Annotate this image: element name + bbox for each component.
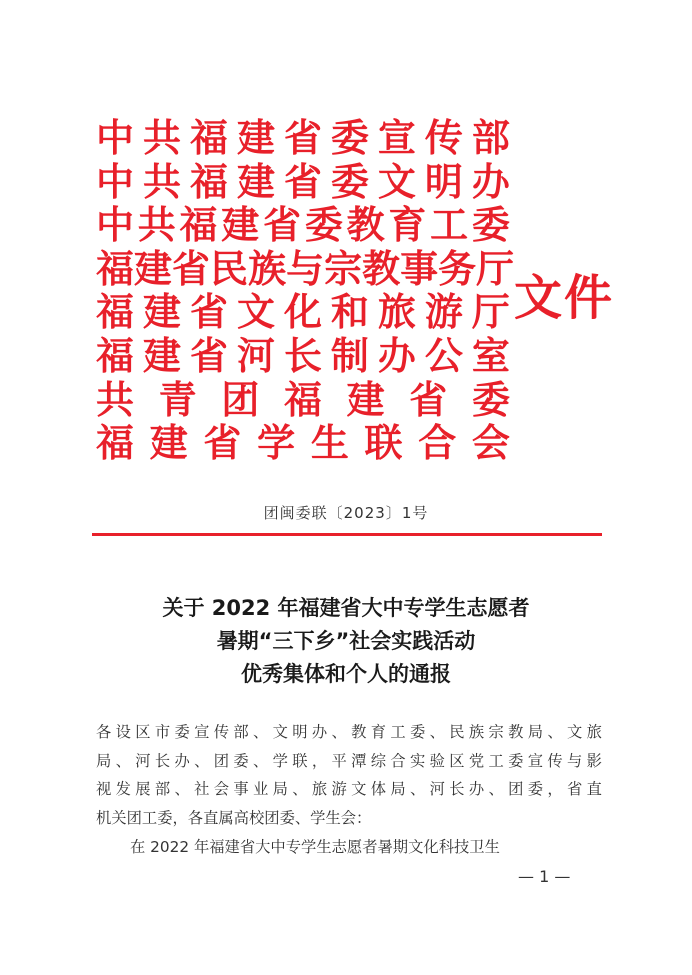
issuer-line	[96, 421, 510, 465]
glyph: 化	[283, 289, 322, 335]
glyph: 宣	[527, 751, 544, 770]
glyph: 委	[410, 723, 426, 741]
glyph: 建	[236, 115, 275, 160]
glyph: 、	[488, 780, 504, 799]
glyph: 局	[390, 780, 406, 799]
glyph: 文	[236, 289, 275, 335]
glyph: 展	[135, 780, 151, 799]
glyph: 宗	[324, 245, 363, 291]
glyph: 和	[330, 289, 369, 335]
glyph: 、	[429, 723, 445, 741]
glyph: 党	[468, 751, 485, 770]
glyph: 部	[154, 780, 171, 799]
glyph: 委	[330, 158, 369, 204]
body-line: 在 2022 年福建省大中专学生志愿者暑期文化科技卫生	[130, 837, 500, 856]
page-number: — 1 —	[518, 867, 571, 886]
issuer-line	[96, 116, 510, 160]
glyph: 省	[189, 332, 228, 378]
glyph: 厅	[471, 289, 510, 335]
glyph: 福	[96, 332, 135, 378]
glyph: 建	[142, 289, 181, 335]
glyph: 省	[567, 780, 583, 799]
glyph: 办	[468, 780, 485, 799]
body-line	[96, 747, 602, 776]
glyph: 局	[272, 780, 288, 799]
glyph: 学	[257, 420, 296, 466]
glyph: 平	[331, 751, 347, 770]
glyph: 直	[586, 780, 602, 799]
glyph: 发	[115, 780, 131, 799]
glyph: 明	[424, 158, 463, 204]
glyph: 育	[388, 202, 427, 248]
glyph: 族	[468, 723, 485, 741]
glyph: 宣	[194, 723, 210, 741]
glyph: ，	[311, 751, 328, 770]
glyph: 游	[424, 289, 463, 335]
glyph: 长	[154, 751, 171, 770]
glyph: 文	[351, 780, 367, 799]
glyph: 教	[508, 723, 524, 741]
glyph: 教	[351, 723, 367, 741]
issuer-line	[96, 160, 510, 204]
glyph: 福	[283, 376, 322, 422]
glyph: 工	[488, 751, 504, 770]
glyph: 教	[362, 245, 401, 291]
glyph: 团	[213, 751, 230, 770]
glyph: 委	[233, 751, 249, 770]
glyph: 青	[158, 376, 197, 422]
title-line: 关于 2022 年福建省大中专学生志愿者	[162, 596, 530, 620]
glyph: 福	[96, 420, 135, 466]
glyph: 建	[221, 202, 260, 248]
document-body	[96, 718, 602, 861]
glyph: 局	[527, 723, 544, 741]
glyph: 体	[370, 780, 387, 799]
glyph: 共	[137, 202, 176, 248]
glyph: 宣	[377, 115, 416, 160]
glyph: 省	[189, 289, 228, 335]
glyph: 生	[310, 420, 349, 466]
glyph: 共	[96, 376, 135, 422]
glyph: 河	[135, 751, 151, 770]
glyph: 传	[547, 751, 563, 770]
glyph: 与	[567, 751, 583, 770]
glyph: 委	[304, 202, 343, 248]
glyph: 省	[172, 245, 211, 291]
glyph: 、	[331, 723, 347, 741]
glyph: 建	[149, 420, 188, 466]
glyph: 民	[449, 723, 465, 741]
glyph: 设	[115, 723, 131, 741]
glyph: 共	[142, 115, 181, 160]
glyph: 、	[292, 780, 308, 799]
document-type-label: 文件	[514, 270, 615, 326]
glyph: 市	[154, 723, 171, 741]
glyph: 文	[567, 723, 583, 741]
glyph: 、	[253, 723, 269, 741]
glyph: 委	[471, 376, 510, 422]
glyph: 事	[400, 245, 439, 291]
glyph: 、	[547, 723, 563, 741]
body-line	[96, 718, 602, 747]
glyph: 区	[135, 723, 151, 741]
glyph: ，	[547, 780, 563, 799]
glyph: 、	[194, 751, 210, 770]
glyph: 建	[346, 376, 385, 422]
glyph: 公	[424, 332, 463, 378]
title-line: 优秀集体和个人的通报	[241, 662, 451, 686]
glyph: 验	[429, 751, 445, 770]
glyph: 族	[248, 245, 287, 291]
glyph: 团	[221, 376, 260, 422]
glyph: 省	[283, 158, 322, 204]
glyph: 会	[471, 420, 510, 466]
glyph: 团	[508, 780, 524, 799]
glyph: 明	[292, 723, 308, 741]
glyph: 福	[96, 289, 135, 335]
glyph: 建	[134, 245, 173, 291]
glyph: 委	[330, 115, 369, 160]
glyph: 办	[377, 332, 416, 378]
glyph: 制	[330, 332, 369, 378]
glyph: 长	[449, 780, 465, 799]
glyph: 办	[311, 723, 328, 741]
glyph: 、	[174, 780, 190, 799]
glyph: 河	[429, 780, 445, 799]
glyph: 文	[272, 723, 288, 741]
red-divider	[92, 533, 602, 536]
glyph: 事	[233, 780, 249, 799]
glyph: 中	[96, 202, 135, 248]
glyph: 视	[96, 780, 112, 799]
glyph: 宗	[488, 723, 504, 741]
glyph: 建	[142, 332, 181, 378]
glyph: 传	[424, 115, 463, 160]
glyph: 联	[292, 751, 308, 770]
glyph: 工	[390, 723, 406, 741]
glyph: 文	[377, 158, 416, 204]
glyph: 游	[331, 780, 347, 799]
glyph: 委	[174, 723, 190, 741]
glyph: 合	[390, 751, 406, 770]
glyph: 传	[213, 723, 230, 741]
issuing-organizations	[96, 115, 515, 466]
issuer-line	[96, 290, 510, 334]
glyph: 综	[370, 751, 387, 770]
glyph: 旅	[377, 289, 416, 335]
glyph: 与	[286, 245, 325, 291]
issuer-line	[96, 334, 510, 378]
glyph: 联	[364, 420, 403, 466]
glyph: 社	[194, 780, 210, 799]
glyph: 厅	[476, 245, 515, 291]
glyph: 合	[418, 420, 457, 466]
glyph: 业	[253, 780, 269, 799]
glyph: 务	[438, 245, 477, 291]
glyph: 各	[96, 723, 112, 741]
glyph: 中	[96, 158, 135, 204]
glyph: 旅	[311, 780, 328, 799]
glyph: 委	[508, 751, 524, 770]
title-line: 暑期“三下乡”社会实践活动	[216, 629, 476, 653]
glyph: 学	[272, 751, 288, 770]
glyph: 长	[283, 332, 322, 378]
glyph: 建	[236, 158, 275, 204]
glyph: 实	[410, 751, 426, 770]
issuer-line	[96, 245, 515, 291]
glyph: 委	[471, 202, 510, 248]
glyph: 共	[142, 158, 181, 204]
glyph: 省	[283, 115, 322, 160]
body-line	[96, 775, 602, 804]
glyph: 旅	[586, 723, 602, 741]
glyph: 室	[471, 332, 510, 378]
document-number: 团闽委联〔2023〕1号	[263, 504, 429, 522]
glyph: 省	[203, 420, 242, 466]
issuer-line	[96, 203, 510, 247]
issuer-line	[96, 378, 510, 422]
glyph: 省	[409, 376, 448, 422]
glyph: 影	[586, 751, 602, 770]
glyph: 会	[213, 780, 230, 799]
glyph: 福	[189, 158, 228, 204]
glyph: 福	[189, 115, 228, 160]
glyph: 育	[370, 723, 387, 741]
glyph: 办	[471, 158, 510, 204]
glyph: 部	[233, 723, 249, 741]
glyph: 教	[346, 202, 385, 248]
body-line: 机关团工委，各直属高校团委、学生会：	[96, 809, 372, 828]
glyph: 福	[179, 202, 218, 248]
glyph: 省	[263, 202, 302, 248]
glyph: 河	[236, 332, 275, 378]
glyph: 民	[210, 245, 249, 291]
glyph: 区	[449, 751, 465, 770]
glyph: 福	[96, 245, 135, 291]
glyph: 、	[253, 751, 269, 770]
glyph: 委	[527, 780, 544, 799]
glyph: 局	[96, 751, 112, 770]
glyph: 、	[115, 751, 131, 770]
glyph: 中	[96, 115, 135, 160]
glyph: 工	[430, 202, 469, 248]
glyph: 潭	[351, 751, 367, 770]
document-title	[0, 592, 692, 691]
glyph: 、	[410, 780, 426, 799]
glyph: 部	[471, 115, 510, 160]
glyph: 办	[174, 751, 190, 770]
